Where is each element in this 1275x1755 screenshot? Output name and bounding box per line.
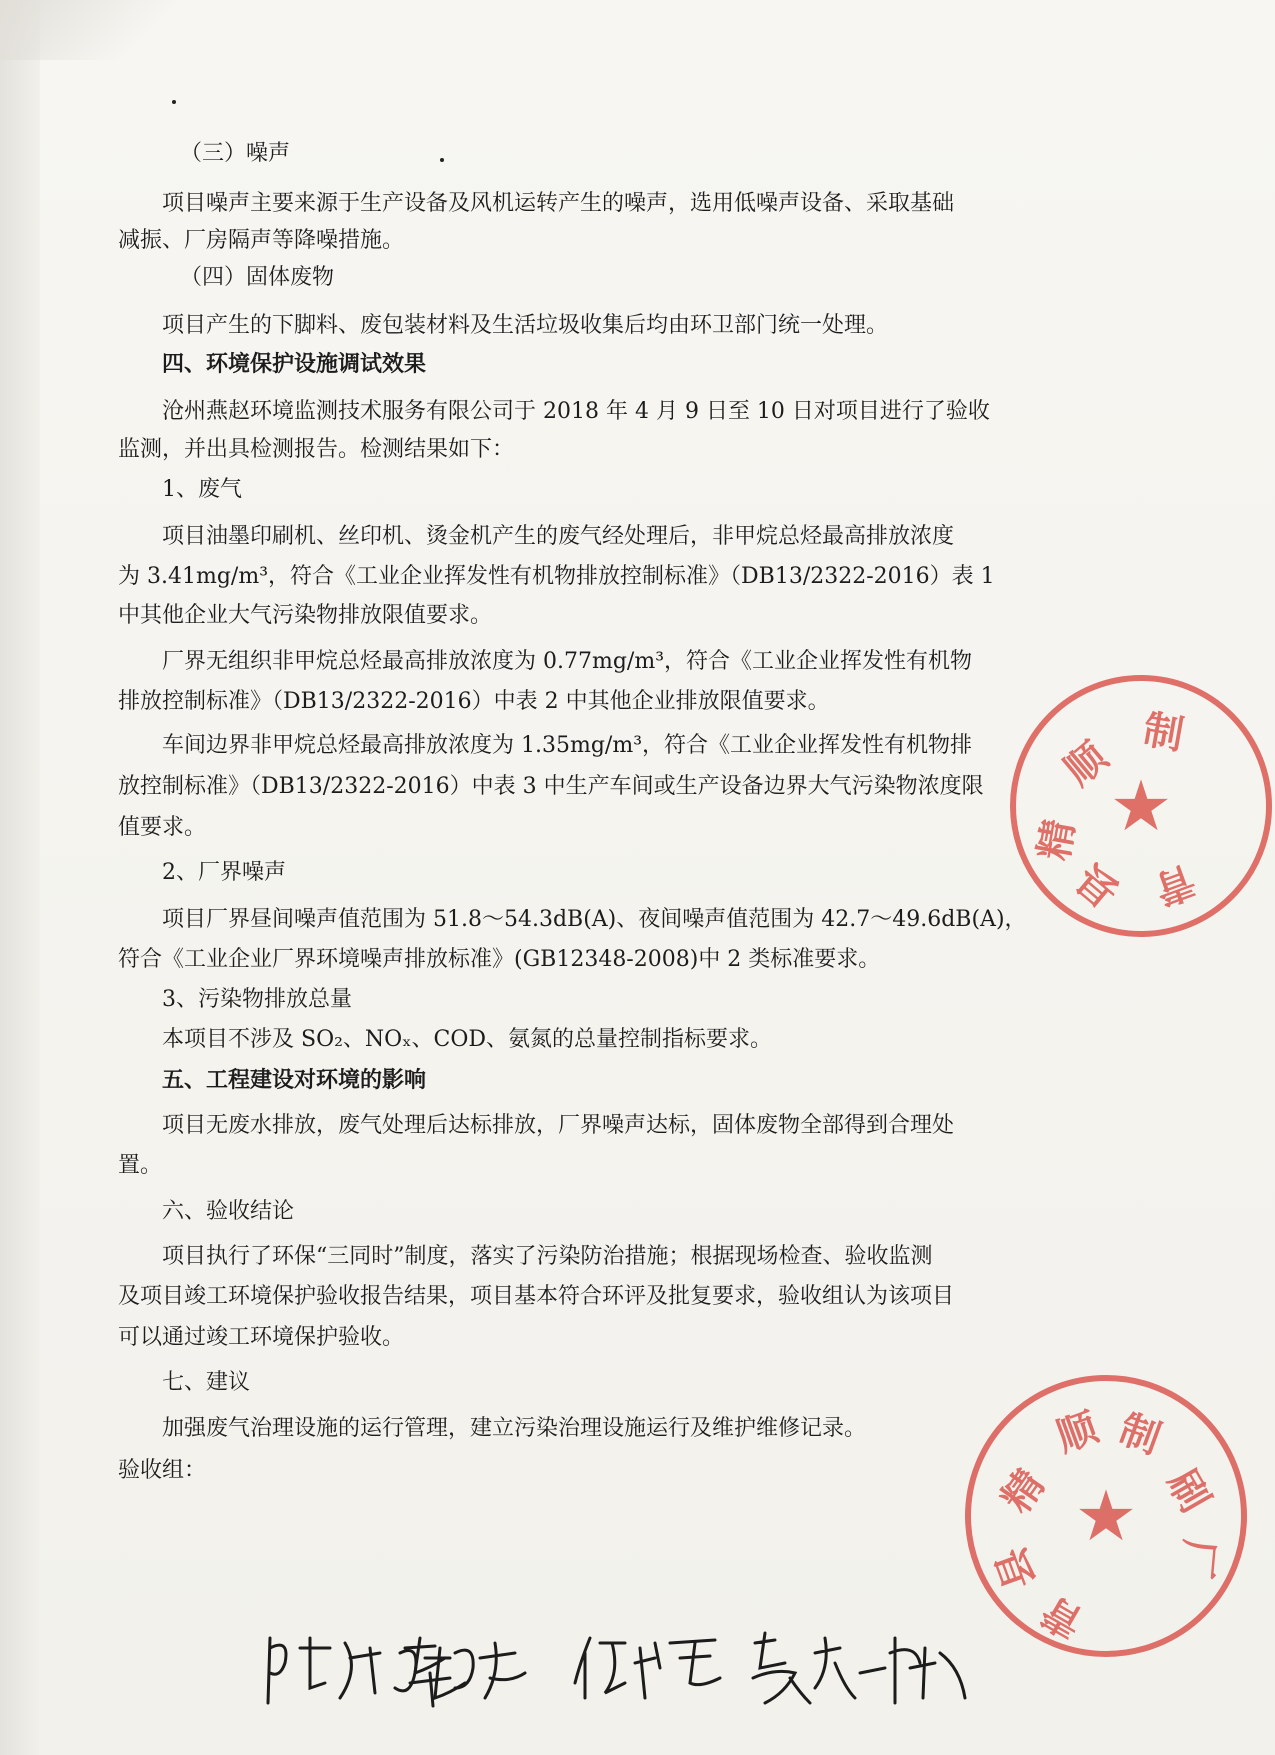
star-icon: ★: [1109, 765, 1173, 847]
subheading-exhaust-gas: 1、废气: [162, 477, 242, 502]
paragraph-line: 符合《工业企业厂界环境噪声排放标准》(GB12348-2008)中 2 类标准要求。: [118, 947, 881, 972]
paragraph-line: 值要求。: [118, 815, 207, 840]
subheading-pollutant-totals: 3、污染物排放总量: [162, 987, 352, 1012]
paragraph-line: 项目产生的下脚料、废包装材料及生活垃圾收集后均由环卫部门统一处理。: [162, 313, 889, 338]
acceptance-group-label: 验收组：: [118, 1458, 207, 1483]
paragraph-line: 监测，并出具检测报告。检测结果如下：: [118, 437, 515, 462]
star-icon: ★: [1074, 1475, 1138, 1557]
signature-3: [570, 1628, 730, 1708]
paragraph-line: 本项目不涉及 SO₂、NOₓ、COD、氨氮的总量控制指标要求。: [162, 1027, 773, 1052]
signature-4: [745, 1628, 970, 1708]
ink-speck: [172, 100, 176, 104]
paragraph-line: 项目无废水排放，废气处理后达标排放，厂界噪声达标，固体废物全部得到合理处: [162, 1113, 955, 1138]
paragraph-line: 减振、厂房隔声等降噪措施。: [118, 228, 405, 253]
paragraph-line: 车间边界非甲烷总烃最高排放浓度为 1.35mg/m³，符合《工业企业挥发性有机物排: [162, 733, 973, 758]
section-heading-solid-waste: （四）固体废物: [180, 265, 335, 290]
paragraph-line: 可以通过竣工环境保护验收。: [118, 1325, 405, 1350]
paragraph-line: 厂界无组织非甲烷总烃最高排放浓度为 0.77mg/m³，符合《工业企业挥发性有机物: [162, 649, 973, 674]
section-heading-7: 七、建议: [162, 1370, 251, 1395]
paragraph-line: 置。: [118, 1153, 163, 1178]
page-corner-fold: [0, 0, 200, 60]
paragraph-line: 排放控制标准》（DB13/2322-2016）中表 2 中其他企业排放限值要求。: [118, 689, 830, 714]
paragraph-line: 项目执行了环保“三同时”制度，落实了污染防治措施；根据现场检查、验收监测: [162, 1244, 933, 1269]
section-heading-6: 六、验收结论: [162, 1199, 295, 1224]
section-heading-noise: （三）噪声: [180, 141, 291, 166]
subheading-boundary-noise: 2、厂界噪声: [162, 860, 286, 885]
paragraph-line: 项目油墨印刷机、丝印机、烫金机产生的废气经处理后，非甲烷总烃最高排放浓度: [162, 524, 955, 549]
section-heading-5: 五、工程建设对环境的影响: [162, 1067, 427, 1093]
paragraph-line: 加强废气治理设施的运行管理，建立污染治理设施运行及维护维修记录。: [162, 1416, 867, 1441]
paragraph-line: 及项目竣工环境保护验收报告结果，项目基本符合环评及批复要求，验收组认为该项目: [118, 1284, 955, 1309]
paragraph-line: 放控制标准》（DB13/2322-2016）中表 3 中生产车间或生产设备边界大气污染物浓度限: [118, 774, 984, 799]
signature-2: [395, 1628, 535, 1708]
company-seal-lower: ★ 精 顺 制 刷 厂 县 青: [965, 1375, 1247, 1657]
paragraph-line: 项目厂界昼间噪声值范围为 51.8～54.3dB(A)、夜间噪声值范围为 42.7～49.6dB(A)，: [162, 907, 1027, 932]
paragraph-line: 中其他企业大气污染物排放限值要求。: [118, 603, 493, 628]
section-heading-4: 四、环境保护设施调试效果: [162, 351, 427, 377]
paragraph-line: 为 3.41mg/m³，符合《工业企业挥发性有机物排放控制标准》（DB13/2322-2016）表 1: [118, 564, 995, 589]
paragraph-line: 沧州燕赵环境监测技术服务有限公司于 2018 年 4 月 9 日至 10 日对项目进行了验收: [162, 399, 990, 424]
company-seal-upper: ★ 顺 制 精 县 青: [1010, 675, 1272, 937]
paragraph-line: 项目噪声主要来源于生产设备及风机运转产生的噪声，选用低噪声设备、采取基础: [162, 191, 955, 216]
